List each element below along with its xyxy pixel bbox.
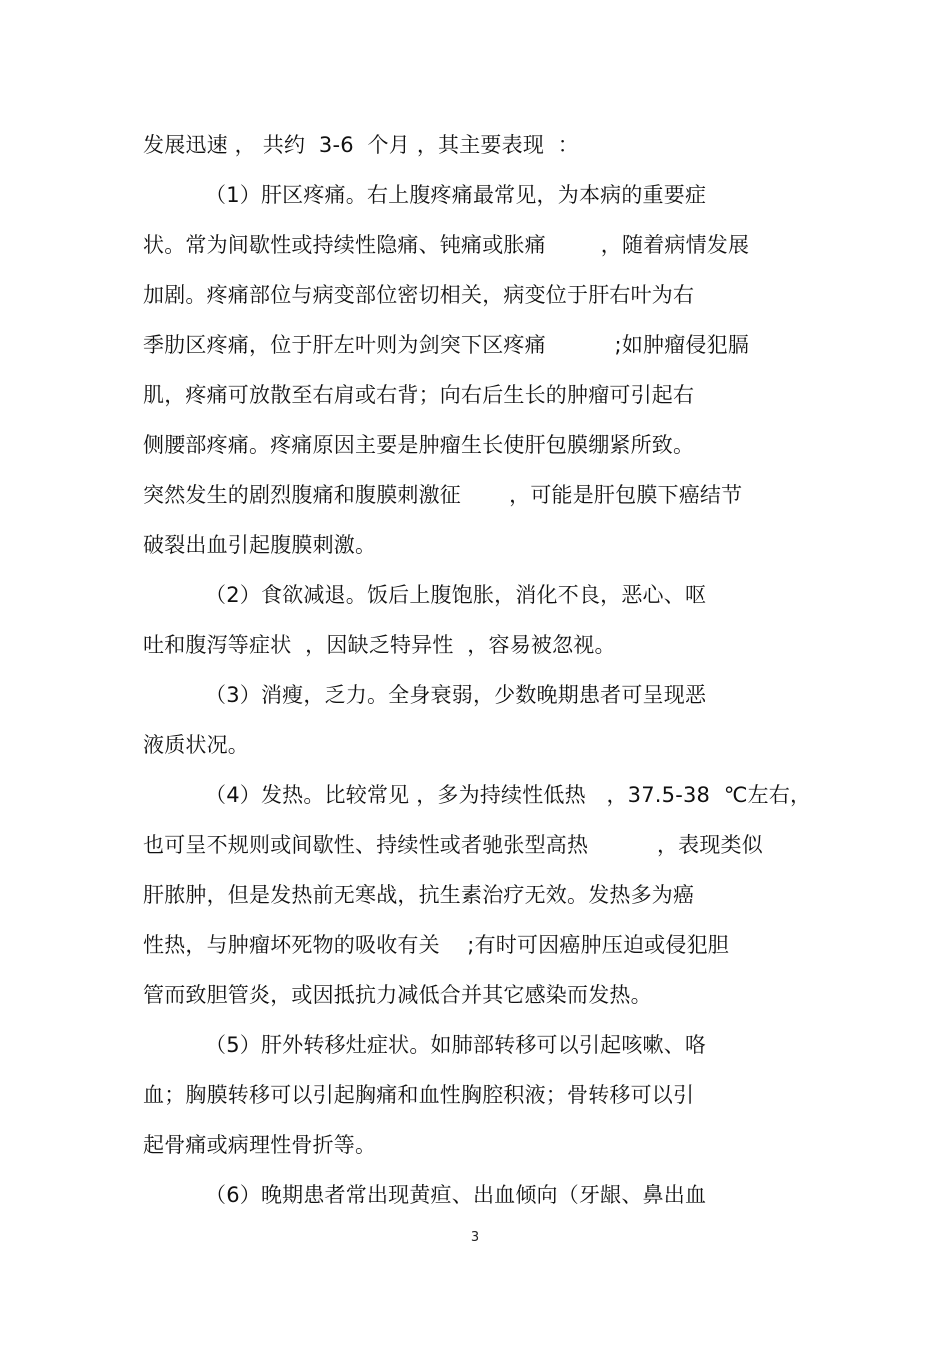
- text-line-4: 加剧。疼痛部位与病变部位密切相关，病变位于肝右叶为右: [143, 283, 695, 307]
- text-line-8: 突然发生的剧烈腹痛和腹膜刺激征 ，可能是肝包膜下癌结节: [143, 483, 743, 507]
- paragraph-6-start: （6）晚期患者常出现黄疸、出血倾向（牙龈、鼻出血: [205, 1183, 707, 1207]
- text-line-3: 状。常为间歇性或持续性隐痛、钝痛或胀痛 ，随着病情发展: [143, 233, 750, 257]
- text-line-21: 起骨痛或病理性骨折等。: [143, 1133, 377, 1157]
- text-line-7: 侧腰部疼痛。疼痛原因主要是肿瘤生长使肝包膜绷紧所致。: [143, 433, 695, 457]
- text-line-5: 季肋区疼痛，位于肝左叶则为剑突下区疼痛 ;如肿瘤侵犯膈: [143, 333, 750, 357]
- text-line-13: 液质状况。: [143, 733, 249, 757]
- text-line-17: 性热，与肿瘤坏死物的吸收有关 ;有时可因癌肿压迫或侵犯胆: [143, 933, 729, 957]
- text-line-9: 破裂出血引起腹膜刺激。: [143, 533, 377, 557]
- text-line-15: 也可呈不规则或间歇性、持续性或者驰张型高热 ，表现类似: [143, 833, 763, 857]
- text-line-16: 肝脓肿，但是发热前无寒战，抗生素治疗无效。发热多为癌: [143, 883, 695, 907]
- paragraph-5-start: （5）肝外转移灶症状。如肺部转移可以引起咳嗽、咯: [205, 1033, 707, 1057]
- paragraph-2-start: （2）食欲减退。饭后上腹饱胀，消化不良，恶心、呕: [205, 583, 707, 607]
- text-line-6: 肌，疼痛可放散至右肩或右背；向右后生长的肿瘤可引起右: [143, 383, 695, 407]
- paragraph-3-start: （3）消瘦，乏力。全身衰弱，少数晚期患者可呈现恶: [205, 683, 707, 707]
- page-number: 3: [470, 1230, 480, 1245]
- paragraph-1-start: （1）肝区疼痛。右上腹疼痛最常见，为本病的重要症: [205, 183, 707, 207]
- text-line-20: 血；胸膜转移可以引起胸痛和血性胸腔积液；骨转移可以引: [143, 1083, 695, 1107]
- text-line-1: 发展迅速 ， 共约 3-6 个月 ，其主要表现 ：: [143, 133, 579, 157]
- text-line-11: 吐和腹泻等症状 ，因缺乏特异性 ，容易被忽视。: [143, 633, 616, 657]
- text-line-18: 管而致胆管炎，或因抵抗力减低合并其它感染而发热。: [143, 983, 652, 1007]
- paragraph-4-start: （4）发热。比较常见 ，多为持续性低热 ，37.5-38 ℃左右，: [205, 783, 812, 807]
